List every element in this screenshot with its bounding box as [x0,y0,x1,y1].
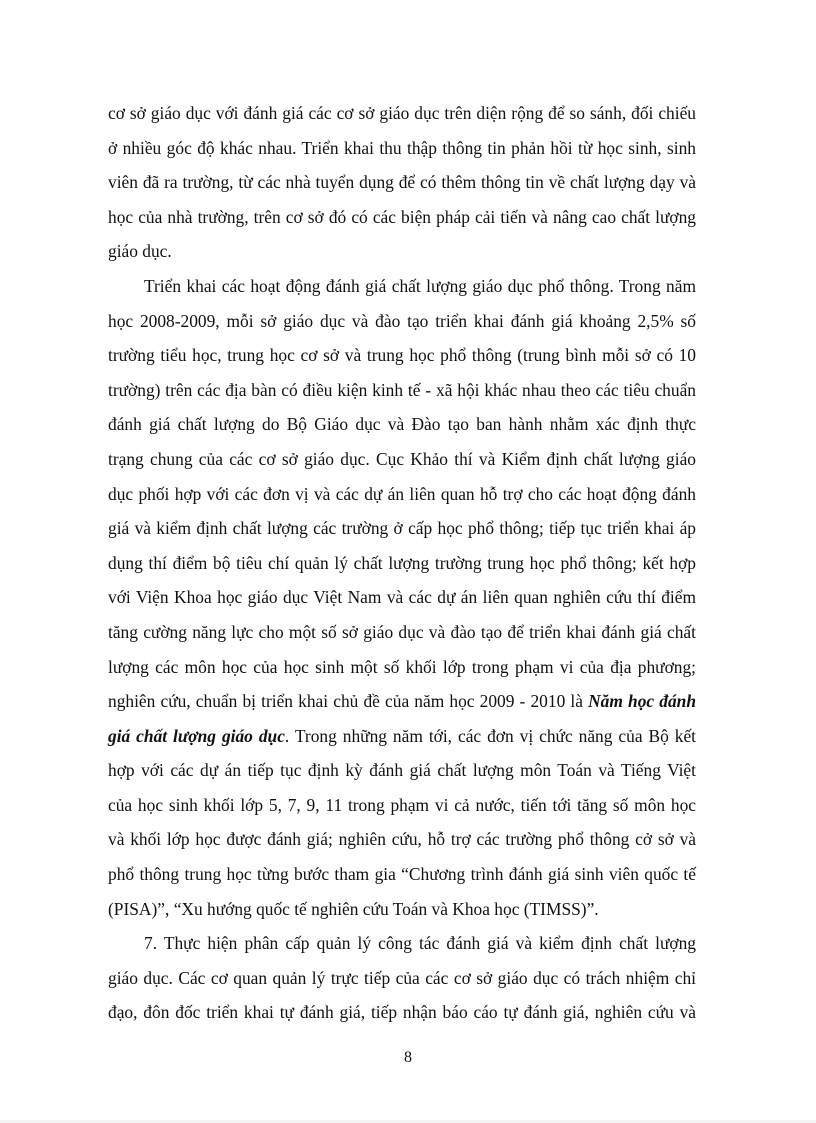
text-line: học 2008-2009, mỗi sở giáo dục và đào tạo triển khai đánh giá khoảng 2,5% số [108,310,696,331]
text-span: nghiên cứu, chuẩn bị triển khai chủ đề của năm học 2009 - 2010 là [108,691,589,712]
text-line: dục phối hợp với các đơn vị và các dự án liên quan hỗ trợ cho các hoạt động đánh [108,483,696,504]
text-line: phổ thông trung học từng bước tham gia “Chương trình đánh giá sinh viên quốc tế [108,864,696,885]
text-line: với Viện Khoa học giáo dục Việt Nam và các dự án liên quan nghiên cứu thí điểm [108,587,696,608]
text-line: giáo dục. Các cơ quan quản lý trực tiếp của các cơ sở giáo dục có trách nhiệm chỉ [108,967,696,988]
paragraph-first-line: Triển khai các hoạt động đánh giá chất lượng giáo dục phổ thông. Trong năm [144,275,696,296]
text-line: đánh giá chất lượng do Bộ Giáo dục và Đào tạo ban hành nhằm xác định thực [108,414,696,435]
text-line: cơ sở giáo dục với đánh giá các cơ sở giáo dục trên diện rộng để so sánh, đối chiếu [108,103,696,123]
text-line: trạng chung của các cơ sở giáo dục. Cục Khảo thí và Kiểm định chất lượng giáo [108,448,696,469]
text-line: ở nhiều góc độ khác nhau. Triển khai thu thập thông tin phản hồi từ học sinh, sinh [108,137,696,158]
text-line: hợp với các dự án tiếp tục định kỳ đánh giá chất lượng môn Toán và Tiếng Việt [108,760,696,781]
text-line: đạo, đôn đốc triển khai tự đánh giá, tiếp nhận báo cáo tự đánh giá, nghiên cứu và [108,1002,696,1023]
text-line: học của nhà trường, trên cơ sở đó có các biện pháp cải tiến và nâng cao chất lượng [108,206,696,227]
text-line: viên đã ra trường, từ các nhà tuyển dụng để có thêm thông tin về chất lượng dạy và [108,172,696,193]
text-line: giáo dục. [108,241,172,262]
text-line: trường tiểu học, trung học cơ sở và trung học phổ thông (trung bình mỗi sở có 10 [108,345,696,366]
text-line: trường) trên các địa bàn có điều kiện kinh tế - xã hội khác nhau theo các tiêu chuẩn [108,379,696,400]
paragraph-first-line: 7. Thực hiện phân cấp quản lý công tác đánh giá và kiểm định chất lượng [144,933,696,954]
text-span: . Trong những năm tới, các đơn vị chức năng của Bộ kết [284,725,696,746]
emphasized-phrase: Năm học đánh [588,691,696,712]
text-line-with-emphasis [108,719,696,754]
text-line: (PISA)”, “Xu hướng quốc tế nghiên cứu Toán và Khoa học (TIMSS)”. [108,898,599,919]
text-line: của học sinh khối lớp 5, 7, 9, 11 trong phạm vi cả nước, tiến tới tăng số môn học [108,794,696,815]
emphasized-phrase: giá chất lượng giáo dục [108,725,285,746]
text-line: dụng thí điểm bộ tiêu chí quản lý chất lượng trường trung học phổ thông; kết hợp [108,552,696,573]
text-line: lượng các môn học của học sinh một số khối lớp trong phạm vi của địa phương; [108,656,696,677]
text-line: giá và kiểm định chất lượng các trường ở cấp học phổ thông; tiếp tục triển khai áp [108,518,696,539]
text-line: tăng cường năng lực cho một số sở giáo dục và đào tạo để triển khai đánh giá chất [108,621,696,642]
text-line-with-emphasis [108,684,696,719]
page-number: 8 [404,1049,412,1066]
body-text [108,96,696,1030]
text-line: và khối lớp học được đánh giá; nghiên cứu, hỗ trợ các trường phổ thông cở sở và [108,829,696,850]
